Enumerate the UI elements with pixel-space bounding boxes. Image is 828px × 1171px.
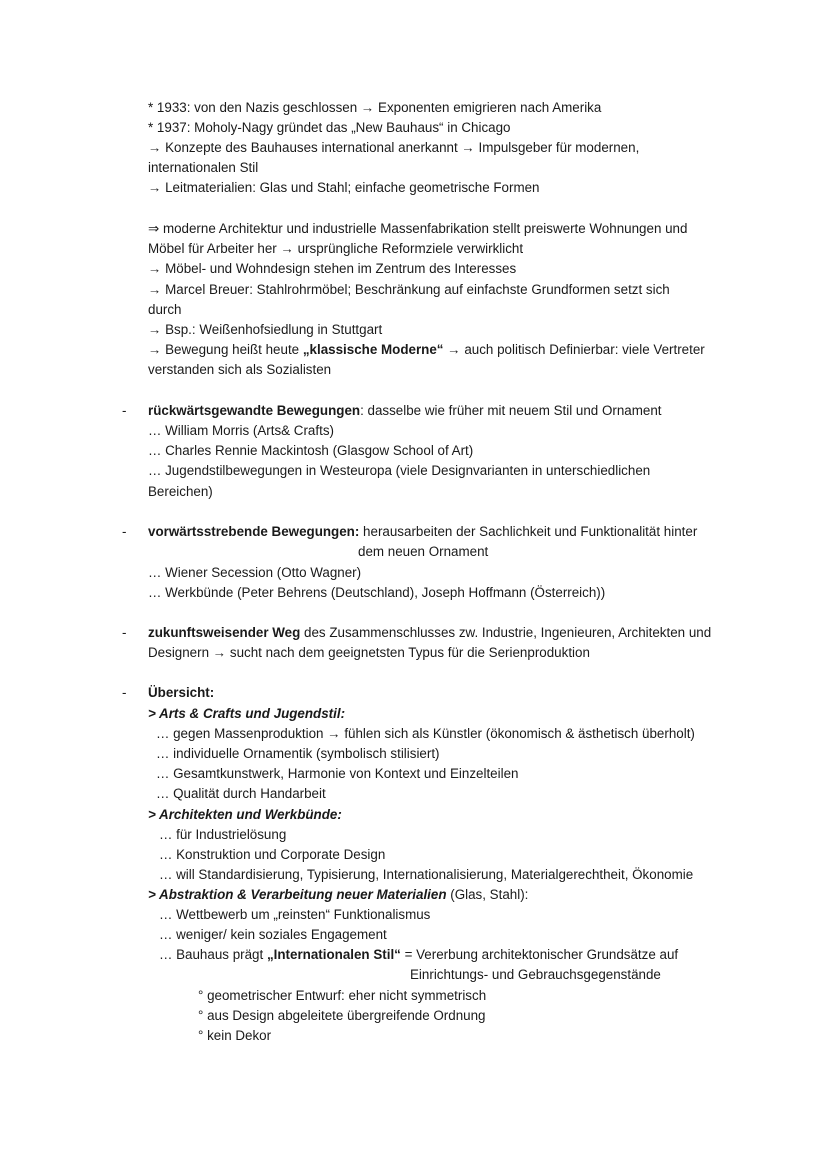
list-item: … gegen Massenproduktion → fühlen sich als Künstler (ökonomisch & ästhetisch überholt)	[156, 726, 695, 741]
text-line: * 1937: Moholy-Nagy gründet das „New Bauhaus“ in Chicago	[148, 120, 511, 135]
list-item: … Werkbünde (Peter Behrens (Deutschland), Joseph Hoffmann (Österreich))	[148, 585, 606, 600]
sub-list-item: ° geometrischer Entwurf: eher nicht symmetrisch	[198, 988, 487, 1003]
sub-list-item: ° kein Dekor	[198, 1028, 272, 1043]
text-line: ⇒ moderne Architektur und industrielle Massenfabrikation stellt preiswerte Wohnungen und	[148, 221, 688, 236]
section-heading	[148, 522, 697, 542]
text-span: des Zusammenschlusses zw. Industrie, Ingenieuren, Architekten und	[300, 625, 712, 640]
text-line: → Konzepte des Bauhauses international anerkannt → Impulsgeber für modernen,	[148, 140, 640, 155]
text-line: durch	[148, 302, 182, 317]
list-item: … will Standardisierung, Typisierung, Internationalisierung, Materialgerechtheit, Ökonomie	[159, 867, 694, 882]
text-span: = Vererbung architektonischer Grundsätze auf	[400, 947, 679, 962]
text-line: → Leitmaterialien: Glas und Stahl; einfache geometrische Formen	[148, 180, 540, 195]
list-item: … weniger/ kein soziales Engagement	[159, 927, 387, 942]
text-line: * 1933: von den Nazis geschlossen → Exponenten emigrieren nach Amerika	[148, 100, 602, 115]
subheading: > Arts & Crafts und Jugendstil:	[148, 706, 346, 721]
subheading	[148, 885, 528, 905]
text-line: → Bsp.: Weißenhofsiedlung in Stuttgart	[148, 322, 383, 337]
bullet-dash: -	[122, 685, 127, 700]
text-line: dem neuen Ornament	[358, 544, 489, 559]
list-item: … Konstruktion und Corporate Design	[159, 847, 386, 862]
bold-italic-term: > Abstraktion & Verarbeitung neuer Materialien	[148, 887, 447, 902]
list-item: … für Industrielösung	[159, 827, 287, 842]
section-heading	[148, 401, 662, 421]
list-item: … Gesamtkunstwerk, Harmonie von Kontext und Einzelteilen	[156, 766, 519, 781]
text-span: → auch politisch Definierbar: viele Vertreter	[443, 342, 705, 357]
section-heading: Übersicht:	[148, 685, 215, 700]
text-line: Einrichtungs- und Gebrauchsgegenstände	[410, 967, 661, 982]
list-item: … William Morris (Arts& Crafts)	[148, 423, 334, 438]
text-span: … Bauhaus prägt	[159, 947, 267, 962]
list-item	[159, 945, 678, 965]
bold-term: zukunftsweisender Weg	[148, 625, 301, 640]
sub-list-item: ° aus Design abgeleitete übergreifende Ordnung	[198, 1008, 486, 1023]
bold-term: vorwärtsstrebende Bewegungen:	[148, 524, 360, 539]
list-item: … Wettbewerb um „reinsten“ Funktionalismus	[159, 907, 431, 922]
bold-term: rückwärtsgewandte Bewegungen	[148, 403, 361, 418]
list-item: … Wiener Secession (Otto Wagner)	[148, 565, 362, 580]
bullet-dash: -	[122, 625, 127, 640]
list-item: Bereichen)	[148, 484, 213, 499]
text-span: (Glas, Stahl):	[446, 887, 529, 902]
subheading: > Architekten und Werkbünde:	[148, 807, 342, 822]
text-span: → Bewegung heißt heute	[148, 342, 303, 357]
bold-term: „klassische Moderne“	[302, 342, 444, 357]
text-span: : dasselbe wie früher mit neuem Stil und Ornament	[360, 403, 662, 418]
list-item: … Jugendstilbewegungen in Westeuropa (viele Designvarianten in unterschiedlichen	[148, 463, 651, 478]
text-line: Designern → sucht nach dem geeignetsten Typus für die Serienproduktion	[148, 645, 590, 660]
list-item: … Qualität durch Handarbeit	[156, 786, 326, 801]
text-line: Möbel für Arbeiter her → ursprüngliche Reformziele verwirklicht	[148, 241, 524, 256]
bullet-dash: -	[122, 403, 127, 418]
text-line: verstanden sich als Sozialisten	[148, 362, 332, 377]
bullet-dash: -	[122, 524, 127, 539]
list-item: … Charles Rennie Mackintosh (Glasgow School of Art)	[148, 443, 474, 458]
text-span: herausarbeiten der Sachlichkeit und Funktionalität hinter	[359, 524, 698, 539]
section-heading	[148, 623, 711, 643]
bold-term: „Internationalen Stil“	[266, 947, 401, 962]
text-line: internationalen Stil	[148, 160, 259, 175]
text-line: → Marcel Breuer: Stahlrohrmöbel; Beschränkung auf einfachste Grundformen setzt sich	[148, 282, 670, 297]
list-item: … individuelle Ornamentik (symbolisch stilisiert)	[156, 746, 440, 761]
text-line: → Möbel- und Wohndesign stehen im Zentrum des Interesses	[148, 261, 517, 276]
text-line	[148, 340, 705, 360]
